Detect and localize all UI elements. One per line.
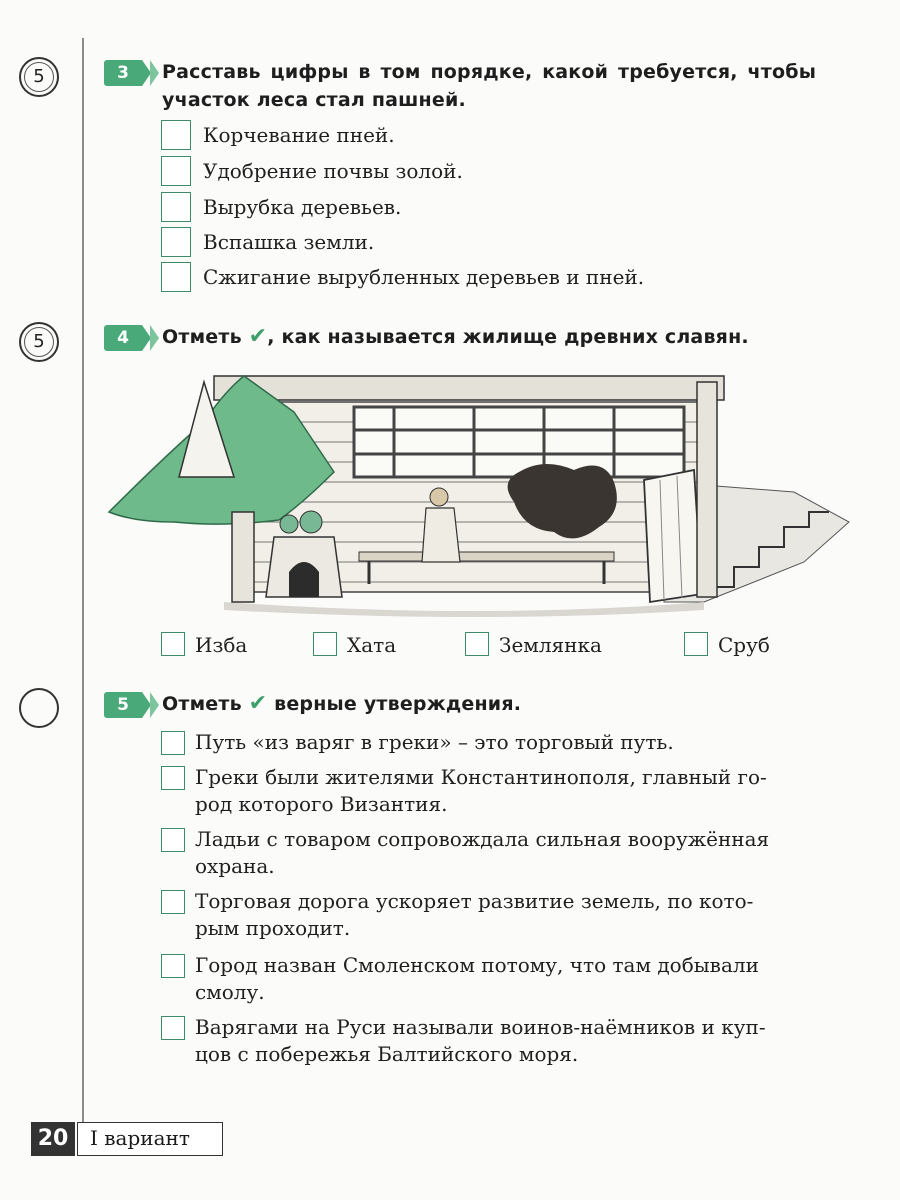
task-title-text: Отметь bbox=[162, 326, 242, 348]
order-item-label: Вспашка земли. bbox=[203, 230, 375, 254]
task-number-badge bbox=[104, 692, 156, 718]
task-title bbox=[162, 58, 874, 114]
statement-checkbox[interactable] bbox=[161, 731, 185, 755]
order-number-box[interactable] bbox=[161, 120, 191, 150]
order-item-label: Корчевание пней. bbox=[203, 123, 395, 147]
answer-label: Сруб bbox=[718, 633, 770, 657]
answer-checkbox[interactable] bbox=[313, 632, 337, 656]
task-5-header bbox=[104, 690, 874, 718]
order-number-box[interactable] bbox=[161, 227, 191, 257]
task-4 bbox=[104, 323, 874, 351]
statement-option bbox=[161, 888, 861, 942]
statement-line: Греки были жителями Константинополя, главный го- bbox=[195, 765, 767, 789]
score-value: 5 bbox=[33, 66, 45, 87]
order-number-box[interactable] bbox=[161, 262, 191, 292]
statement-checkbox[interactable] bbox=[161, 1016, 185, 1040]
task-5 bbox=[104, 690, 874, 718]
task-number: 3 bbox=[104, 60, 142, 86]
order-number-box[interactable] bbox=[161, 192, 191, 222]
task-title bbox=[162, 323, 874, 351]
statement-line: цов с побережья Балтийского моря. bbox=[195, 1042, 579, 1066]
checkmark-icon: ✔ bbox=[248, 324, 268, 349]
task-number: 5 bbox=[104, 692, 142, 718]
answer-option bbox=[684, 632, 770, 659]
margin-line bbox=[82, 38, 84, 1123]
statement-checkbox[interactable] bbox=[161, 890, 185, 914]
statement-option bbox=[161, 952, 861, 1006]
order-item bbox=[161, 262, 644, 292]
task-number-badge bbox=[104, 325, 156, 351]
order-item bbox=[161, 192, 401, 222]
answer-option bbox=[465, 632, 602, 659]
statement-line: Ладьи с товаром сопровождала сильная вооружённая bbox=[195, 827, 770, 851]
answer-option bbox=[313, 632, 396, 659]
statement-line: рым проходит. bbox=[195, 916, 351, 940]
task-title-text: Отметь bbox=[162, 693, 242, 715]
statement-line: Город назван Смоленском потому, что там добывали bbox=[195, 953, 759, 977]
task-4-header bbox=[104, 323, 874, 351]
order-item bbox=[161, 156, 463, 186]
order-item bbox=[161, 120, 395, 150]
statement-checkbox[interactable] bbox=[161, 828, 185, 852]
page-number: 20 bbox=[31, 1122, 75, 1156]
answer-label: Землянка bbox=[499, 633, 602, 657]
statement-option bbox=[161, 764, 861, 818]
statement-line: Путь «из варяг в греки» – это торговый путь. bbox=[195, 730, 674, 754]
checkmark-icon: ✔ bbox=[248, 691, 268, 716]
statement-option bbox=[161, 1014, 861, 1068]
task-3 bbox=[104, 58, 874, 114]
task-title bbox=[162, 690, 874, 718]
statement-line: смолу. bbox=[195, 980, 265, 1004]
chevron-icon bbox=[150, 325, 159, 351]
score-value: 5 bbox=[33, 331, 45, 352]
task-number: 4 bbox=[104, 325, 142, 351]
statement-line: род которого Византия. bbox=[195, 792, 448, 816]
answer-checkbox[interactable] bbox=[161, 632, 185, 656]
task-title-text: , как называется жилище древних славян. bbox=[267, 326, 749, 348]
order-item-label: Вырубка деревьев. bbox=[203, 195, 402, 219]
statement-checkbox[interactable] bbox=[161, 954, 185, 978]
order-item-label: Удобрение почвы золой. bbox=[203, 159, 463, 183]
statement-option bbox=[161, 729, 861, 756]
score-circle-task4[interactable] bbox=[19, 322, 59, 362]
task-number-badge bbox=[104, 60, 156, 86]
chevron-icon bbox=[150, 60, 159, 86]
statement-option bbox=[161, 826, 861, 880]
score-circle-task5[interactable] bbox=[19, 688, 59, 728]
statement-checkbox[interactable] bbox=[161, 766, 185, 790]
answer-checkbox[interactable] bbox=[465, 632, 489, 656]
answer-checkbox[interactable] bbox=[684, 632, 708, 656]
answer-label: Изба bbox=[195, 633, 248, 657]
task-title-line: Расставь цифры в том порядке, какой требуется, чтобы bbox=[162, 61, 817, 83]
order-item-label: Сжигание вырубленных деревьев и пней. bbox=[203, 265, 645, 289]
variant-label: I вариант bbox=[77, 1122, 223, 1156]
score-circle-task3[interactable] bbox=[19, 57, 59, 97]
task-title-line: участок леса стал пашней. bbox=[162, 89, 466, 111]
answer-label: Хата bbox=[347, 633, 397, 657]
statement-line: Торговая дорога ускоряет развитие земель, по кото- bbox=[195, 889, 754, 913]
chevron-icon bbox=[150, 692, 159, 718]
order-number-box[interactable] bbox=[161, 156, 191, 186]
statement-line: охрана. bbox=[195, 854, 275, 878]
task-3-header bbox=[104, 58, 874, 114]
dugout-illustration bbox=[104, 362, 854, 617]
answer-option bbox=[161, 632, 247, 659]
task-title-text: верные утверждения. bbox=[274, 693, 522, 715]
statement-line: Варягами на Руси называли воинов-наёмников и куп- bbox=[195, 1015, 766, 1039]
order-item bbox=[161, 227, 374, 257]
